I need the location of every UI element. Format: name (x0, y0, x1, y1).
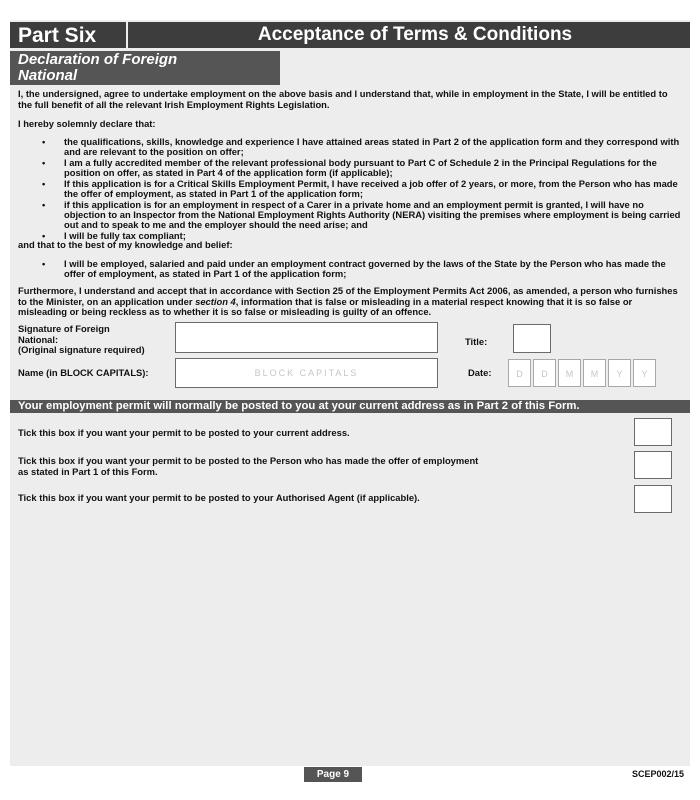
furthermore-italic: section 4 (195, 295, 236, 307)
date-year-2[interactable]: Y (633, 359, 656, 387)
tick-box-agent[interactable] (634, 485, 672, 513)
notice-text: Your employment permit will normally be posted to you at your current address as in Part 2 of this Form. (18, 400, 580, 412)
tick-box-offer-person[interactable] (634, 451, 672, 479)
furthermore-paragraph (18, 286, 682, 318)
name-field[interactable]: BLOCK CAPITALS (175, 358, 438, 388)
belief-text: I will be employed, salaried and paid under an employment contract governed by the laws of the State by the Person who has made the offer of employment, as stated in Part 1 of the application form; (64, 258, 666, 279)
title-field[interactable] (513, 324, 551, 353)
intro-paragraph: I, the undersigned, agree to undertake employment on the above basis and I understand that, while in employment in the State, I will be entitled to the full benefit of all the relevant Irish Employment Rights Legislation. (18, 88, 668, 110)
section-title-line-2: National (18, 67, 78, 84)
list-item (18, 200, 682, 230)
part-label: Part Six (18, 24, 97, 47)
signature-field[interactable] (175, 322, 438, 353)
page-title: Acceptance of Terms & Conditions (257, 24, 573, 45)
section-title (18, 52, 268, 84)
furthermore-text-1: Furthermore, I understand and accept that in accordance with Section 25 of the Employment Permits Act 2006, as amended, a person who furnishes to the Minister, on an application under (18, 285, 678, 307)
title-label: Title: (465, 336, 488, 347)
belief-lead: and that to the best of my knowledge and belief: (18, 239, 233, 250)
date-month-1[interactable]: M (558, 359, 581, 387)
bullet-icon: • (42, 199, 46, 210)
signature-label-line-1: Signature of Foreign (18, 323, 110, 334)
list-item (18, 179, 682, 199)
tick-label-current-address: Tick this box if you want your permit to be posted to your current address. (18, 427, 350, 438)
signature-label (18, 324, 173, 356)
section-title-line-1: Declaration of Foreign (18, 51, 178, 68)
tick-label-offer-person (18, 456, 578, 477)
belief-list (18, 259, 682, 280)
declaration-list (18, 137, 682, 242)
furthermore-text-2: , information that is false or misleading in a material respect knowing that it is so false or misleading or being reckless as to whether it is so false or misleading is guilty of an offence. (18, 295, 633, 317)
signature-label-line-3: (Original signature required) (18, 344, 145, 355)
date-label: Date: (468, 367, 492, 378)
date-month-2[interactable]: M (583, 359, 606, 387)
declaration-text: If this application is for a Critical Skills Employment Permit, I have received a job offer of 2 years, or more, from the Person who has made the offer of employment, as stated in Part 1 of the application form; (64, 178, 678, 199)
date-day-1[interactable]: D (508, 359, 531, 387)
header-divider (126, 22, 128, 48)
bullet-icon: • (42, 178, 46, 189)
name-label: Name (in BLOCK CAPITALS): (18, 367, 149, 378)
list-item (18, 158, 682, 178)
bullet-icon: • (42, 258, 46, 269)
declaration-text: I am a fully accredited member of the relevant professional body pursuant to Part C of Schedule 2 in the Principal Regulations for the position on offer, as stated in Part 4 of the application form (if applicable); (64, 157, 657, 178)
bullet-icon: • (42, 230, 46, 241)
tick-label-agent: Tick this box if you want your permit to be posted to your Authorised Agent (if applicable). (18, 492, 420, 503)
list-item (18, 259, 682, 279)
declare-lead: I hereby solemnly declare that: (18, 118, 156, 129)
bullet-icon: • (42, 157, 46, 168)
date-year-1[interactable]: Y (608, 359, 631, 387)
tick-label-offer-person-line-1: Tick this box if you want your permit to be posted to the Person who has made the offer of employment (18, 455, 479, 466)
tick-box-current-address[interactable] (634, 418, 672, 446)
form-code: SCEP002/15 (631, 769, 684, 779)
signature-label-line-2: National: (18, 333, 59, 345)
declaration-text: I will be fully tax compliant; (64, 230, 186, 241)
declaration-text: if this application is for an employment in respect of a Carer in a private home and an employment permit is granted, I will have no objection to an Inspector from the National Employment Rights Authority (NERA) visiting the premises where employment is being carried out and to speak to me and the employer should the need arise; and (64, 199, 681, 230)
declaration-text: the qualifications, skills, knowledge and experience I have attained areas stated in Part 2 of the application form and they correspond with and are relevant to the position on offer; (64, 136, 680, 157)
tick-label-offer-person-line-2: as stated in Part 1 of this Form. (18, 465, 158, 477)
bullet-icon: • (42, 136, 46, 147)
page-background (10, 20, 690, 766)
page-number: Page 9 (304, 767, 362, 782)
date-day-2[interactable]: D (533, 359, 556, 387)
list-item (18, 137, 682, 157)
